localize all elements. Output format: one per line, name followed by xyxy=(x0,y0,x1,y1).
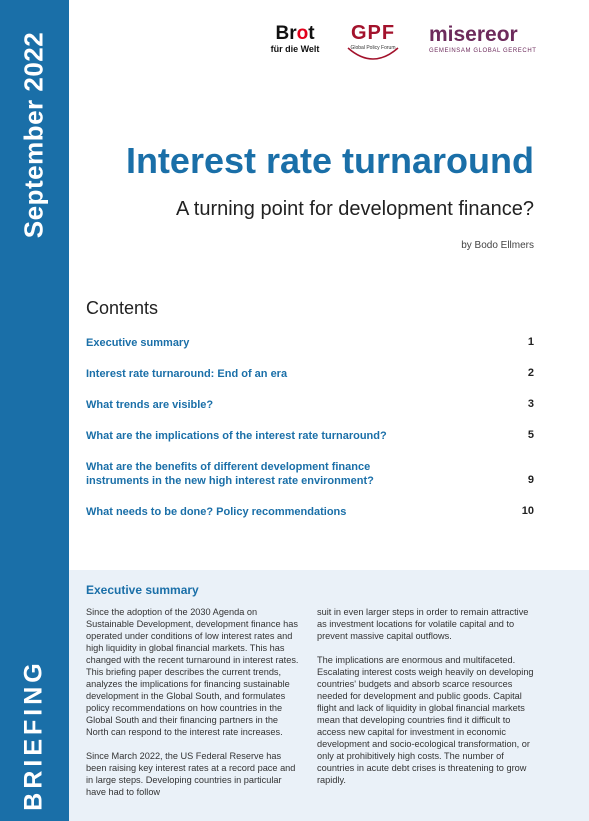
gpf-logo-text: GPF xyxy=(350,22,396,44)
toc-item-title[interactable]: What trends are visible? xyxy=(86,399,214,411)
sidebar-briefing-label: BRIEFING xyxy=(19,659,48,811)
toc-item-title[interactable]: What are the benefits of different development finance instruments in the new high interest rate environment? xyxy=(86,461,374,487)
partner-logos xyxy=(262,22,542,72)
toc-item-page: 3 xyxy=(527,398,534,410)
toc-item-title[interactable]: What needs to be done? Policy recommendations xyxy=(86,506,347,518)
brot-logo-subtitle: für die Welt xyxy=(270,44,320,54)
summary-paragraph: suit in even larger steps in order to remain attractive as investment locations for volatile capital and to prevent massive capital outflows. xyxy=(317,607,529,641)
summary-paragraph: Since March 2022, the US Federal Reserve has been raising key interest rates at a record pace and in large steps. Developing countries in particular have had to follow xyxy=(86,751,296,797)
gpf-logo xyxy=(342,22,404,52)
toc-item-title[interactable]: Executive summary xyxy=(86,337,190,349)
brot-logo-text: Br xyxy=(275,23,297,44)
toc-item-page: 2 xyxy=(527,367,534,379)
author-byline: by Bodo Ellmers xyxy=(461,240,534,251)
brot-logo-o: o xyxy=(296,23,309,44)
brot-fuer-die-welt-logo xyxy=(264,24,326,54)
executive-summary-heading: Executive summary xyxy=(86,583,199,597)
sidebar-date: September 2022 xyxy=(18,31,49,239)
toc-item-page: 5 xyxy=(527,429,534,441)
toc-item-title[interactable]: Interest rate turnaround: End of an era xyxy=(86,368,288,380)
misereor-logo xyxy=(429,24,539,56)
misereor-logo-text: misereor xyxy=(429,23,518,46)
contents-heading: Contents xyxy=(86,298,159,318)
summary-column-left xyxy=(86,606,303,810)
summary-paragraph: The implications are enormous and multifaceted. Escalating interest costs weigh heavily on developing countries' budgets and absorb scarce resources needed for development and public goods. Capital flight and lack of liquidity in global financial markets mean that developing countries find it difficult to access new capital for investment in economic development and socio-ecological transformation, or only at prohibitively high costs. The number of countries in acute debt crises is threatening to grow rapidly. xyxy=(317,655,534,785)
brot-logo-text-end: t xyxy=(308,23,315,44)
toc-item-title[interactable]: What are the implications of the interest rate turnaround? xyxy=(86,430,387,442)
page-title: Interest rate turnaround xyxy=(125,140,534,181)
gpf-arc-icon xyxy=(344,44,402,66)
toc-item-page: 1 xyxy=(527,336,534,348)
summary-paragraph: Since the adoption of the 2030 Agenda on Sustainable Development, development finance has operated under conditions of low interest rates and high liquidity in global financial markets. This has changed with the recent turnaround in interest rates. This briefing paper describes the current trends, analyzes the implications for financing sustainable development in the Global South, and formulates policy recommendations on how countries in the Global South and their financing partners in the North can respond to the interest rate increases. xyxy=(86,607,299,737)
gpf-logo-subtitle: Global Policy Forum xyxy=(350,45,396,51)
toc-item-page: 10 xyxy=(521,505,534,517)
misereor-logo-subtitle: GEMEINSAM GLOBAL GERECHT xyxy=(429,48,537,54)
toc-item-page: 9 xyxy=(527,474,534,486)
page-subtitle: A turning point for development finance? xyxy=(175,198,534,220)
summary-column-right xyxy=(317,606,534,798)
sidebar xyxy=(0,0,69,821)
